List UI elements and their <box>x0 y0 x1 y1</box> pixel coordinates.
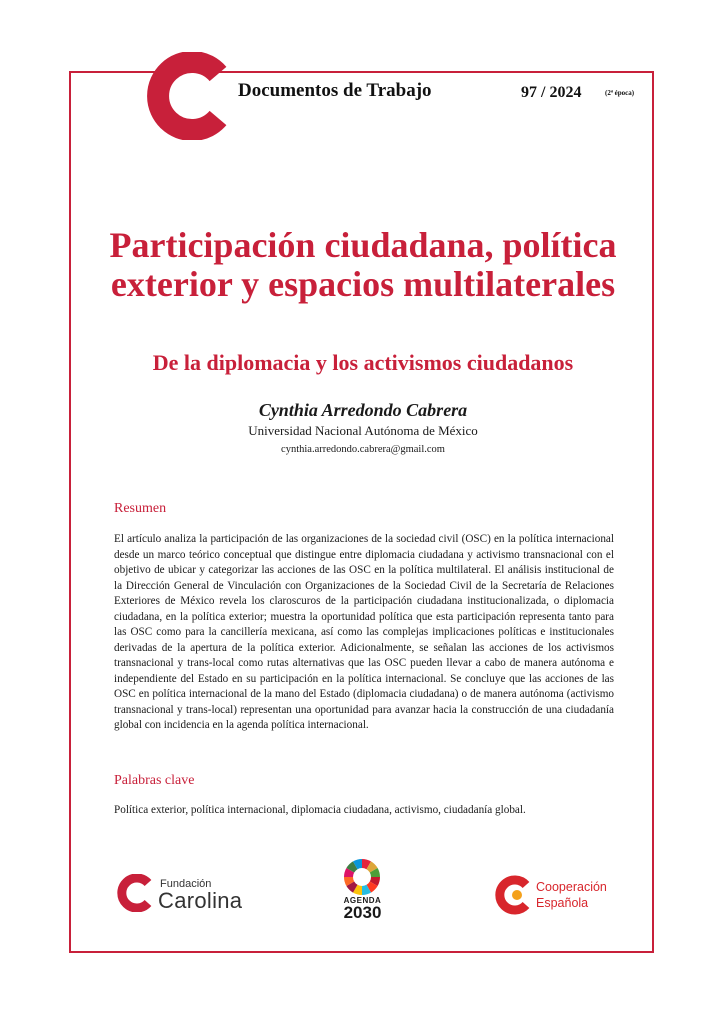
carolina-label: Carolina <box>158 888 243 913</box>
documentos-c-logo <box>146 52 228 140</box>
series-title: Documentos de Trabajo <box>238 80 432 101</box>
fundacion-carolina-c-icon <box>116 874 154 912</box>
issue-number: 97 / 2024 <box>521 84 582 101</box>
author-email[interactable]: cynthia.arredondo.cabrera@gmail.com <box>281 444 445 455</box>
author-name: Cynthia Arredondo Cabrera <box>258 400 468 420</box>
agenda-2030-wheel-icon <box>342 857 382 897</box>
agenda-label: AGENDA <box>343 896 382 905</box>
issue-epoch: (2ª época) <box>605 89 635 97</box>
document-subtitle: De la diplomacia y los activismos ciudadanos <box>152 350 574 375</box>
keywords-text: Política exterior, política internacional, diplomacia ciudadana, activismo, ciudadanía global. <box>114 804 526 816</box>
cooperacion-espanola-c-icon <box>495 875 533 915</box>
document-title: Participación ciudadana, política exterior y espacios multilaterales <box>109 225 617 304</box>
keywords-heading: Palabras clave <box>114 773 195 788</box>
cooperacion-label: Cooperación <box>536 880 607 894</box>
abstract-heading: Resumen <box>114 501 167 516</box>
author-affiliation: Universidad Nacional Autónoma de México <box>248 423 478 438</box>
espanola-label: Española <box>536 896 589 910</box>
agenda-year: 2030 <box>343 903 382 922</box>
abstract-text: El artículo analiza la participación de las organizaciones de la sociedad civil (OSC) en la política internacional desde un marco teórico conceptual que distingue entre diplomacia ciudadana y activismo transnacional con el objetivo de ubicar y categorizar las acciones de las OSC en la política multilateral. El análisis institucional de la Dirección General de Vinculación con Organizaciones de la Sociedad Civil de la Secretaría de Relaciones Exteriores de México revela los claroscuros de la participación ciudadana institucionalizada, o diplomacia ciudadana, en la política exterior; muestra la oportunidad política que esta participación representa tanto para las OSC como para la cancillería mexicana, así como las complejas implicaciones políticas e institucionales derivadas de la apertura de la política exterior. Adicionalmente, se señalan las acciones de los activismos transnacional y trans-local como rutas alternativas que las OSC pueden llevar a cabo de manera autónoma e independiente del Estado en su participación en la política internacional. Se concluye que las acciones de las OSC en política internacional de la mano del Estado (diplomacia ciudadana) o de manera autónoma (activismo transnacional y trans-local) representan una oportunidad para avanzar hacia la construcción de una ciudadanía global con incidencia en la agenda política internacional. <box>114 533 614 731</box>
fundacion-label: Fundación <box>160 878 212 890</box>
